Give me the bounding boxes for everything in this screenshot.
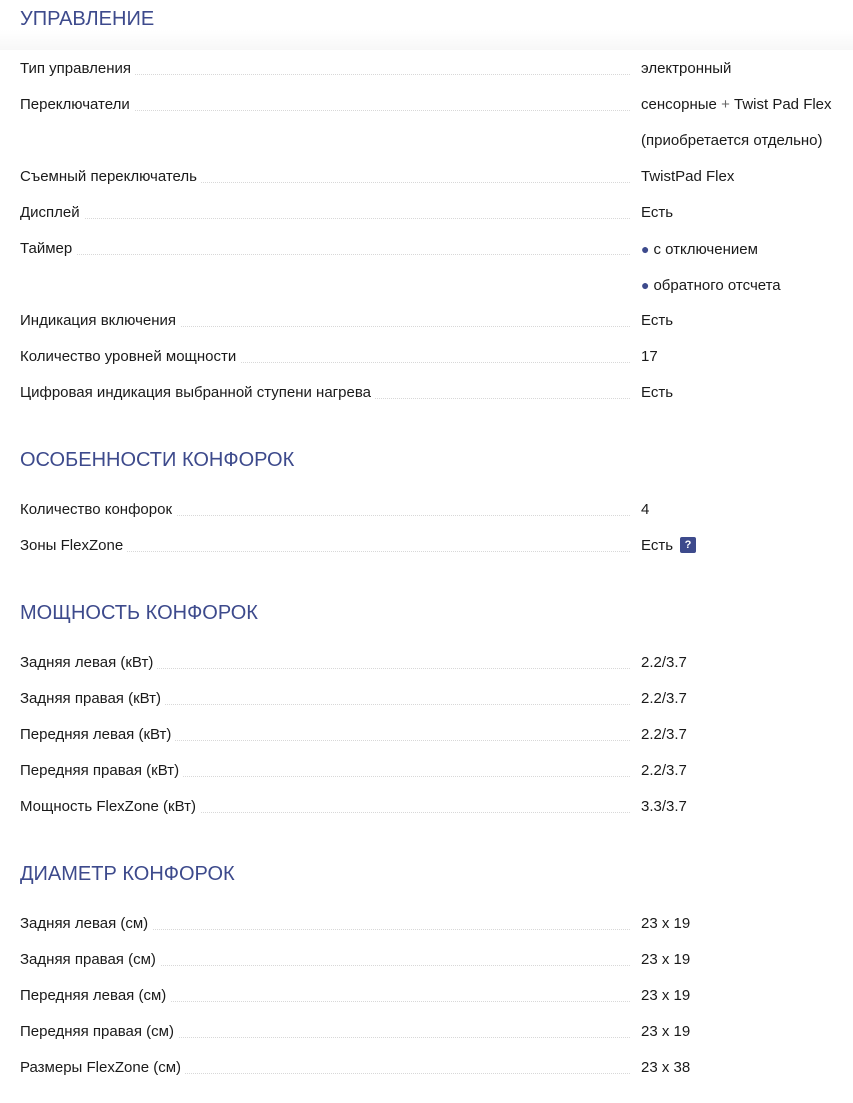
bullet-icon: ● <box>641 277 650 293</box>
spec-value: Есть <box>641 384 674 401</box>
spec-row-power-indication <box>0 303 853 339</box>
spec-value: 4 <box>641 501 650 518</box>
spec-row-removable-switch <box>0 159 853 195</box>
spec-label: Переключатели <box>20 87 134 123</box>
spec-value: 2.2/3.7 <box>641 690 687 707</box>
spec-label: Передняя левая (кВт) <box>20 717 175 753</box>
spec-row-power-front-right <box>0 753 853 789</box>
spec-row-diameter-front-left <box>0 978 853 1014</box>
spec-label: Задняя левая (кВт) <box>20 645 157 681</box>
spec-value: Есть <box>641 204 674 221</box>
spec-label: Передняя правая (см) <box>20 1014 178 1050</box>
section-title-burner-power: МОЩНОСТЬ КОНФОРОК <box>20 602 258 624</box>
section-title-burner-features: ОСОБЕННОСТИ КОНФОРОК <box>20 449 295 471</box>
spec-value <box>641 87 832 123</box>
spec-row-power-front-left <box>0 717 853 753</box>
spec-value: 2.2/3.7 <box>641 654 687 671</box>
spec-label: Задняя левая (см) <box>20 906 152 942</box>
spec-row-display <box>0 195 853 231</box>
spec-row-power-levels <box>0 339 853 375</box>
spec-value: 2.2/3.7 <box>641 726 687 743</box>
section-title-control: УПРАВЛЕНИЕ <box>0 0 853 50</box>
spec-row-diameter-rear-left <box>0 906 853 942</box>
plus-sign: + <box>721 96 730 113</box>
help-icon[interactable]: ? <box>680 537 696 553</box>
spec-row-burner-count <box>0 492 853 528</box>
spec-label: Зоны FlexZone <box>20 528 127 564</box>
spec-row-switches <box>0 87 853 123</box>
spec-value <box>641 267 781 303</box>
spec-value-part: Twist Pad Flex <box>734 96 832 113</box>
spec-label: Задняя правая (кВт) <box>20 681 165 717</box>
spec-value: 23 x 19 <box>641 915 691 932</box>
spec-label: Цифровая индикация выбранной ступени нагрева <box>20 375 375 411</box>
spec-value: Есть <box>641 312 674 329</box>
spec-row-diameter-front-right <box>0 1014 853 1050</box>
spec-label: Количество конфорок <box>20 492 176 528</box>
spec-row-timer-continued <box>0 267 853 303</box>
spec-value-part: сенсорные <box>641 96 717 113</box>
spec-value-item: с отключением <box>653 241 758 258</box>
spec-label: Задняя правая (см) <box>20 942 160 978</box>
spec-row-diameter-flexzone <box>0 1050 853 1086</box>
spec-row-timer <box>0 231 853 267</box>
spec-row-power-flexzone <box>0 789 853 825</box>
spec-label: Индикация включения <box>20 303 180 339</box>
spec-label: Размеры FlexZone (см) <box>20 1050 185 1086</box>
spec-value: 3.3/3.7 <box>641 798 687 815</box>
spec-value-line2: (приобретается отдельно) <box>641 132 823 149</box>
bullet-icon: ● <box>641 241 650 257</box>
spec-value: 2.2/3.7 <box>641 762 687 779</box>
spec-value: 23 x 19 <box>641 951 691 968</box>
dotted-leader <box>20 218 630 219</box>
spec-label: Передняя правая (кВт) <box>20 753 183 789</box>
spec-label: Съемный переключатель <box>20 159 201 195</box>
spec-row-power-rear-right <box>0 681 853 717</box>
spec-row-diameter-rear-right <box>0 942 853 978</box>
dotted-leader <box>20 254 630 255</box>
spec-row-digital-indication <box>0 375 853 411</box>
spec-row-control-type <box>0 51 853 87</box>
spec-row-power-rear-left <box>0 645 853 681</box>
spec-label: Тип управления <box>20 51 135 87</box>
spec-label: Дисплей <box>20 195 84 231</box>
spec-value-item: обратного отсчета <box>653 277 781 294</box>
spec-value <box>641 528 696 564</box>
spec-value: 23 x 19 <box>641 987 691 1004</box>
spec-label: Таймер <box>20 231 76 267</box>
spec-value: 17 <box>641 348 658 365</box>
spec-value: электронный <box>641 60 732 77</box>
spec-value: 23 x 19 <box>641 1023 691 1040</box>
spec-row-switches-continued <box>0 123 853 159</box>
spec-value-text: Есть <box>641 537 674 554</box>
spec-row-flexzone <box>0 528 853 564</box>
spec-value <box>641 231 758 267</box>
spec-label: Мощность FlexZone (кВт) <box>20 789 200 825</box>
section-title-burner-diameter: ДИАМЕТР КОНФОРОК <box>20 863 235 885</box>
spec-value: 23 x 38 <box>641 1059 691 1076</box>
spec-label: Количество уровней мощности <box>20 339 240 375</box>
spec-value: TwistPad Flex <box>641 168 735 185</box>
spec-label: Передняя левая (см) <box>20 978 170 1014</box>
